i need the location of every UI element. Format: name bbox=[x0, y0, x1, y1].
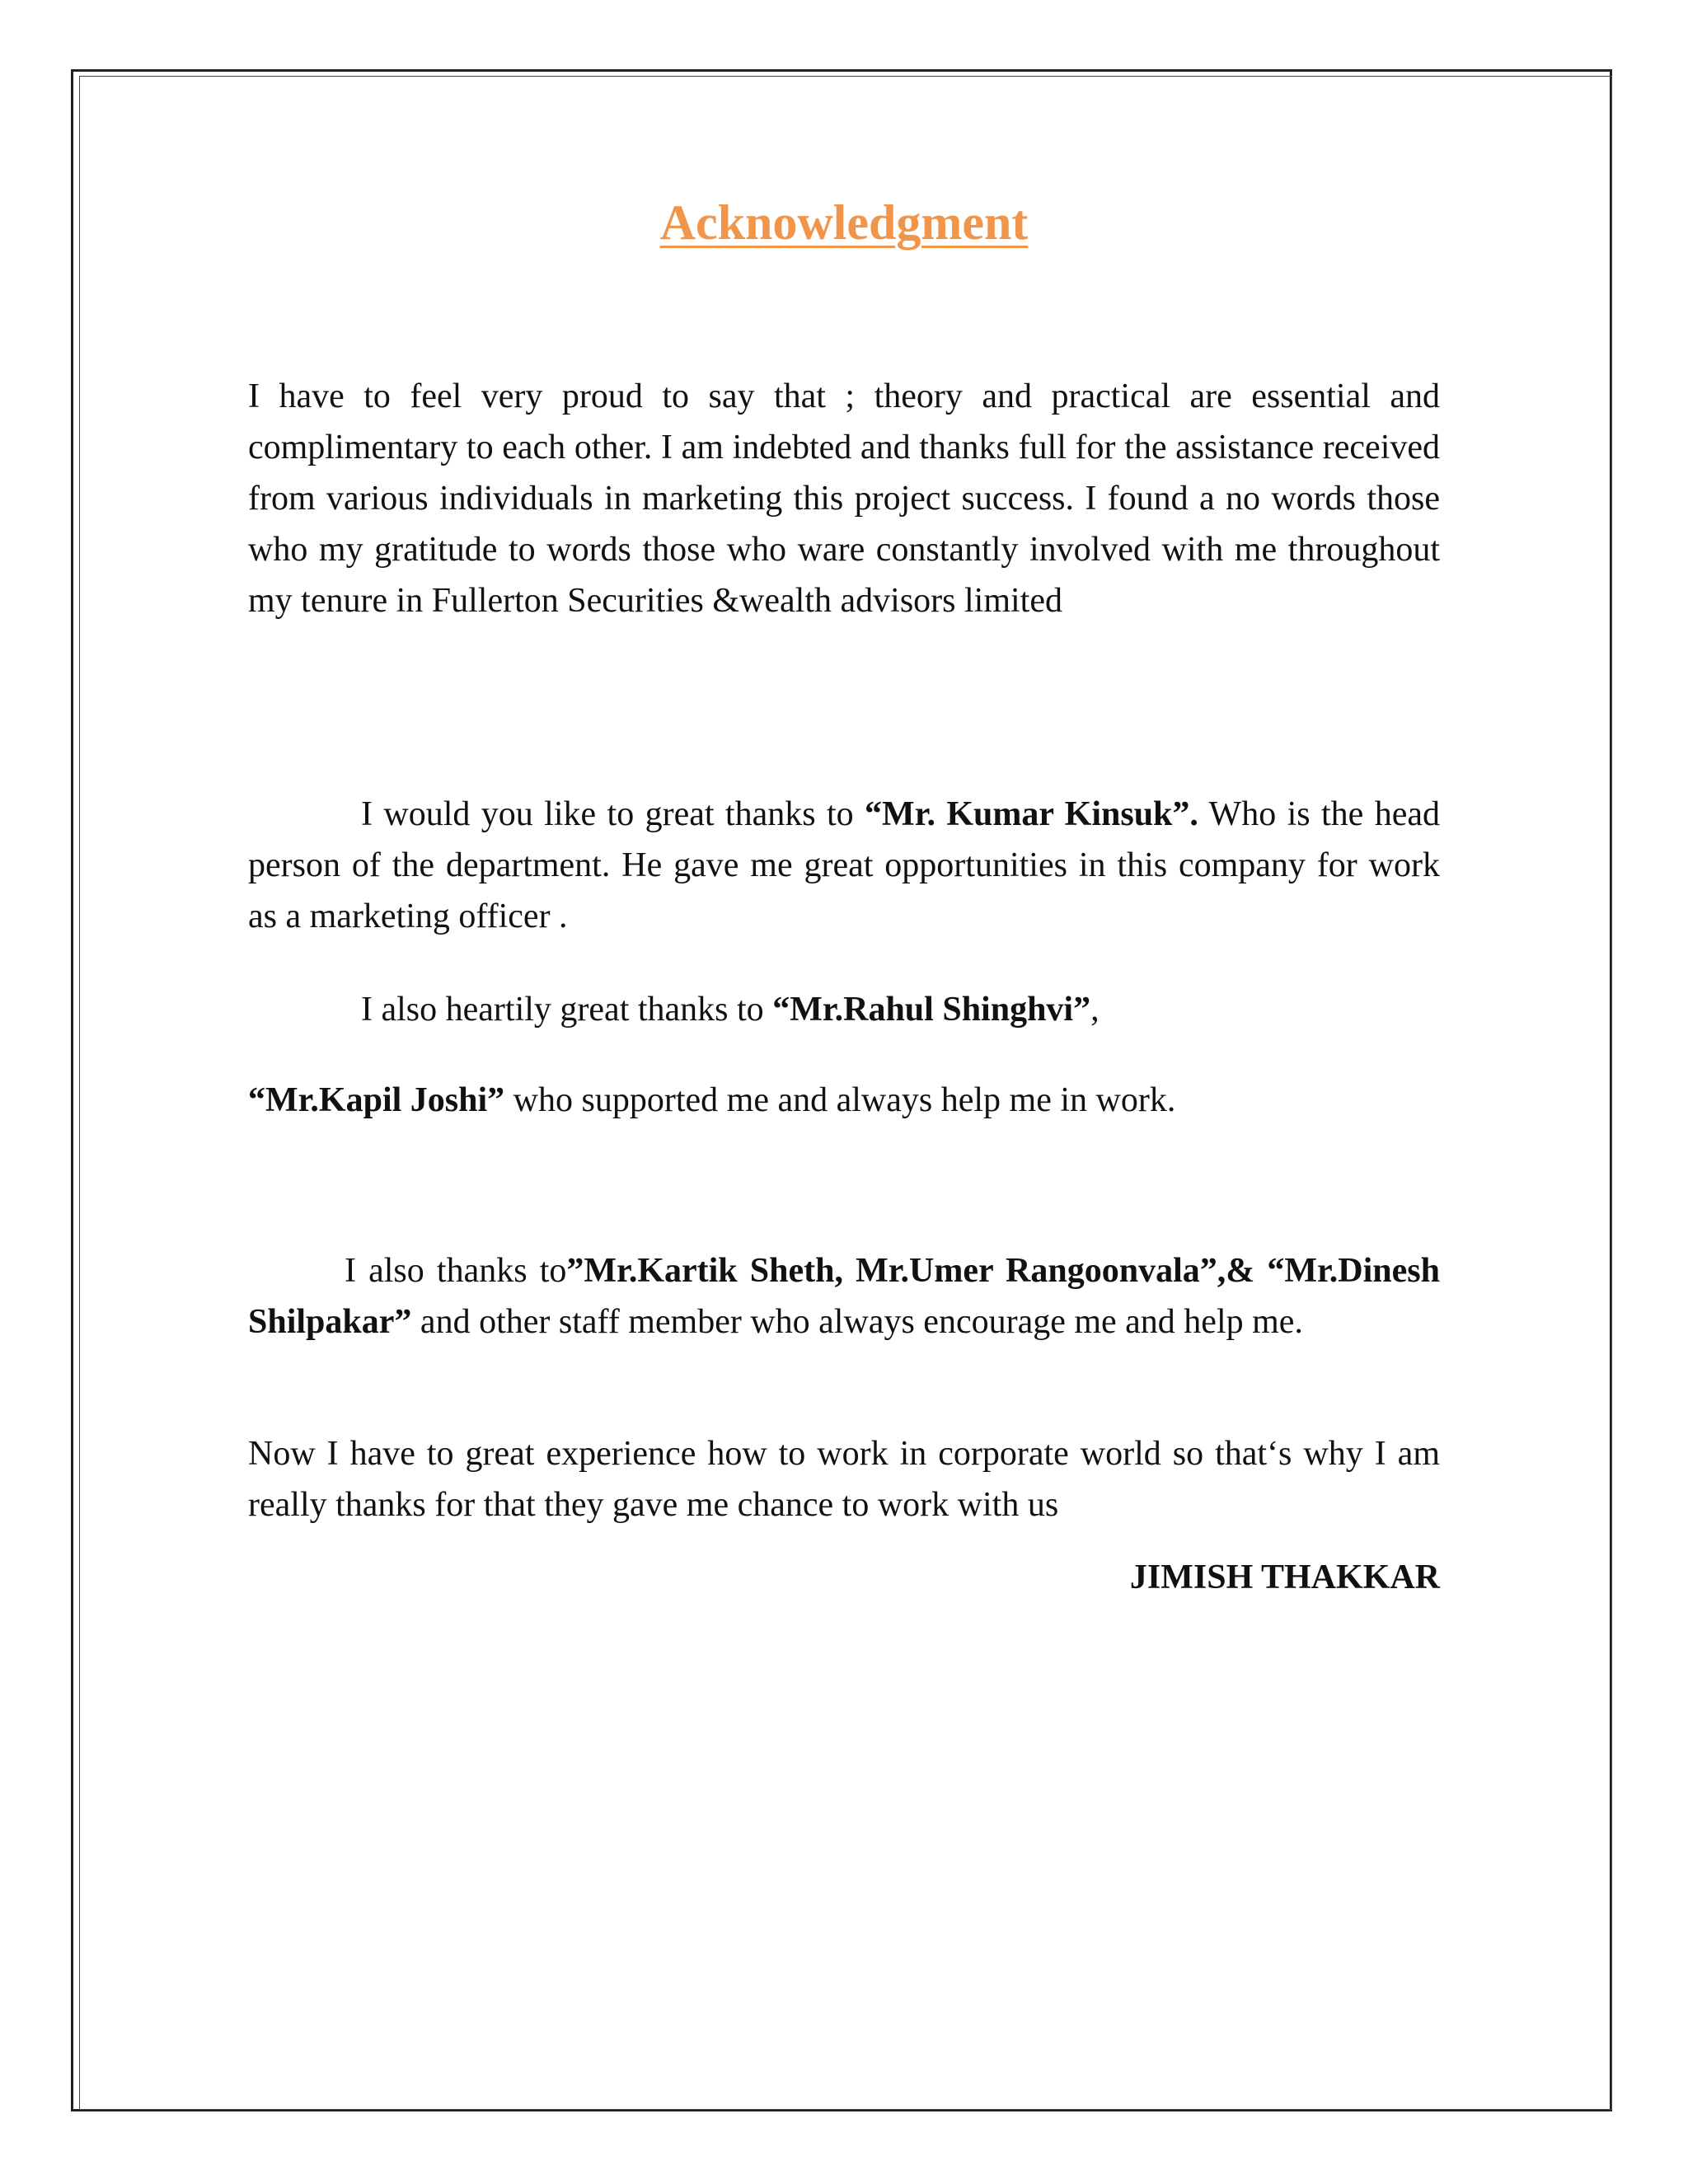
thanks-kapil-paragraph bbox=[248, 1075, 1440, 1126]
name-kumar-kinsuk: “Mr. Kumar Kinsuk”. bbox=[865, 795, 1198, 833]
thanks-staff-pre: I also thanks to bbox=[345, 1252, 567, 1290]
thanks-kumar-pre: I would you like to great thanks to bbox=[361, 795, 865, 833]
intro-paragraph: I have to feel very proud to say that ; theory and practical are essential and complimentary to each other. I am indebted and thanks full for the assistance received from various individuals in marketing this project success. I found a no words those who my gratitude to words those who ware constantly involved with me throughout my tenure in Fullerton Securities &wealth advisors limited bbox=[248, 377, 1440, 620]
thanks-rahul-paragraph bbox=[248, 984, 1440, 1035]
names-kartik-umer-dinesh: ”Mr.Kartik Sheth, Mr.Umer Rangoonvala”,& “Mr.Dinesh Shilpakar” bbox=[248, 1252, 1441, 1341]
thanks-kumar-paragraph bbox=[248, 789, 1440, 942]
page-title: Acknowledgment bbox=[659, 195, 1029, 250]
signature-name: JIMISH THAKKAR bbox=[1129, 1558, 1440, 1596]
thanks-kapil-post: who supported me and always help me in work. bbox=[504, 1081, 1176, 1119]
thanks-staff-paragraph bbox=[248, 1245, 1440, 1347]
thanks-kumar-post: Who is the head person of the department. He gave me great opportunities in this company for work as a marketing officer . bbox=[248, 795, 1440, 935]
closing-paragraph: Now I have to great experience how to work in corporate world so that‘s why I am really thanks for that they gave me chance to work with us bbox=[248, 1435, 1440, 1524]
name-rahul-shinghvi: “Mr.Rahul Shinghvi” bbox=[772, 991, 1091, 1029]
thanks-staff-post: and other staff member who always encourage me and help me. bbox=[411, 1303, 1303, 1341]
thanks-rahul-post: , bbox=[1090, 991, 1100, 1029]
name-kapil-joshi: “Mr.Kapil Joshi” bbox=[248, 1081, 505, 1119]
thanks-rahul-pre: I also heartily great thanks to bbox=[361, 991, 773, 1029]
